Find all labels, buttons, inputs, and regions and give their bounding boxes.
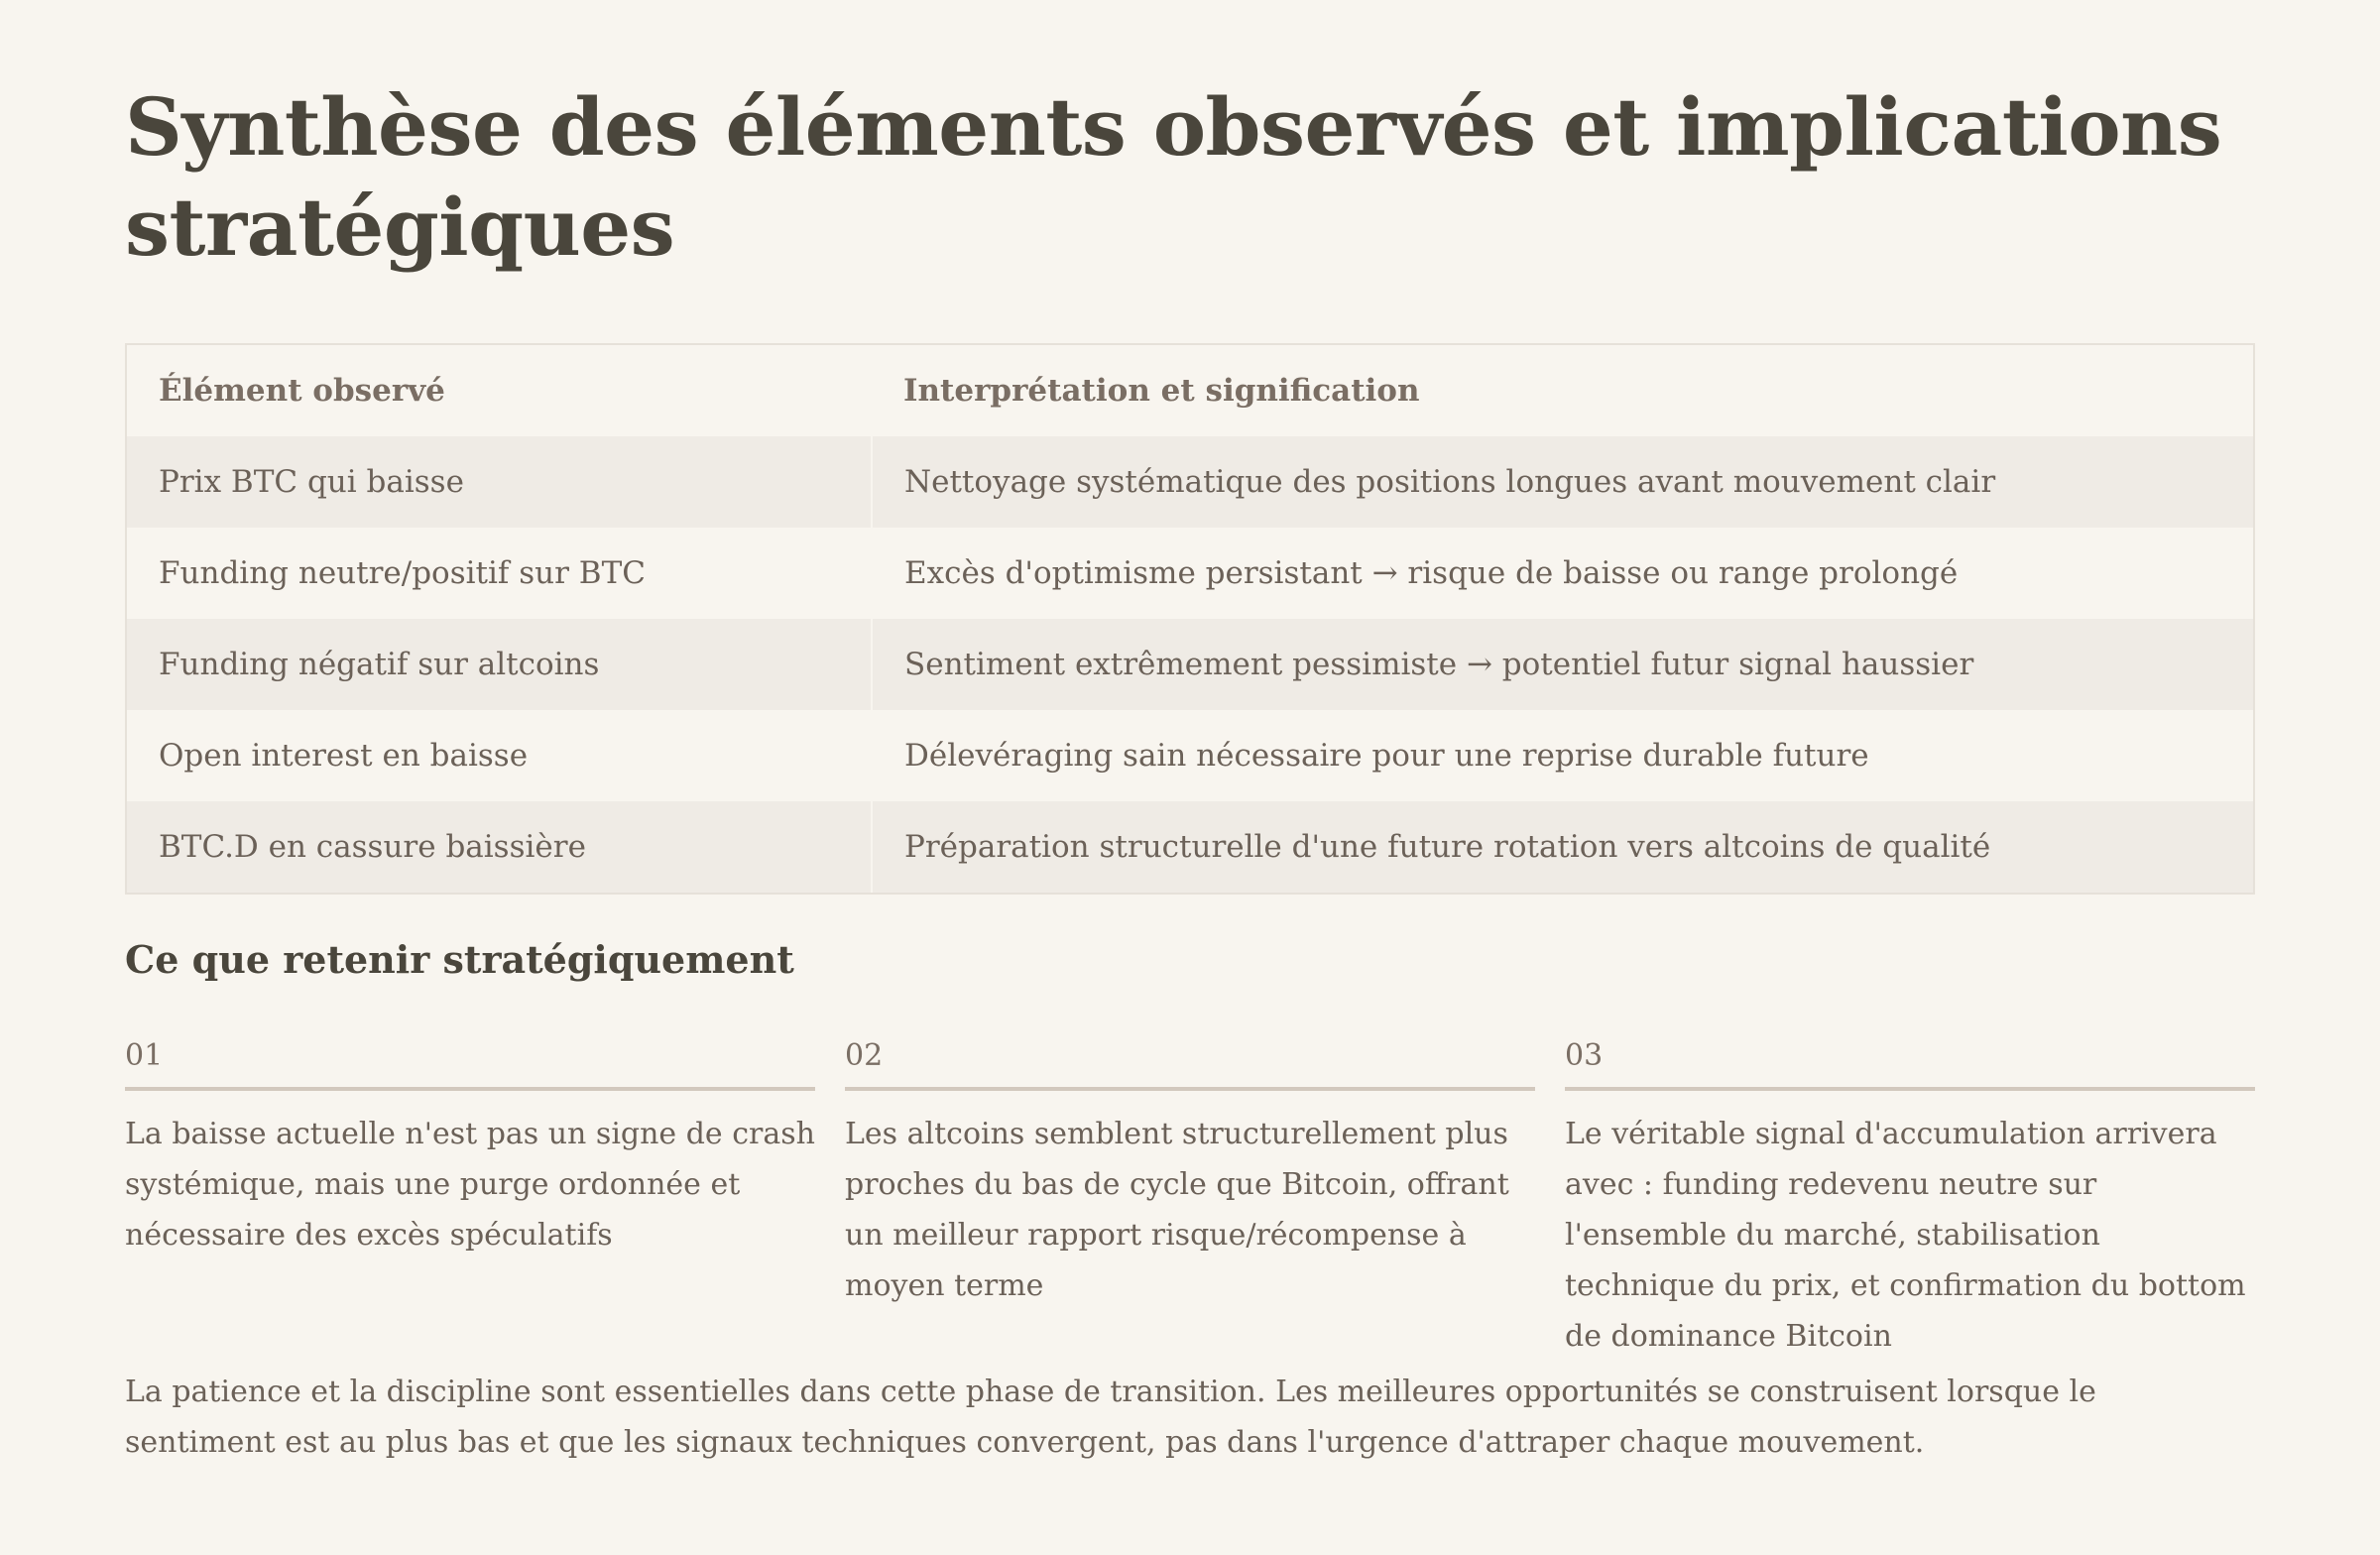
cell-interpretation: Excès d'optimisme persistant → risque de baisse ou range prolongé xyxy=(872,528,2253,619)
table-row xyxy=(127,619,2253,710)
point-text: Les altcoins semblent structurellement plus proches du bas de cycle que Bitcoin, offrant un meilleur rapport risque/récompense à moyen terme xyxy=(845,1117,1509,1303)
strategy-point xyxy=(125,1031,815,1362)
column-header-element: Élément observé xyxy=(127,345,872,436)
strategy-point xyxy=(845,1031,1535,1362)
strategy-heading: Ce que retenir stratégiquement xyxy=(125,937,794,982)
cell-element: BTC.D en cassure baissière xyxy=(127,801,872,893)
point-text: Le véritable signal d'accumulation arrivera avec : funding redevenu neutre sur l'ensemble du marché, stabilisation technique du prix, et confirmation du bottom de dominance Bitcoin xyxy=(1565,1117,2246,1354)
strategy-points xyxy=(125,1031,2255,1362)
synthesis-table-container xyxy=(125,343,2255,895)
table-header-row xyxy=(127,345,2253,436)
cell-interpretation: Nettoyage systématique des positions longues avant mouvement clair xyxy=(872,436,2253,528)
cell-element: Funding négatif sur altcoins xyxy=(127,619,872,710)
cell-element: Open interest en baisse xyxy=(127,710,872,801)
cell-element: Prix BTC qui baisse xyxy=(127,436,872,528)
point-text: La baisse actuelle n'est pas un signe de crash systémique, mais une purge ordonnée et nécessaire des excès spéculatifs xyxy=(125,1117,815,1253)
synthesis-table xyxy=(127,345,2253,893)
strategy-point xyxy=(1565,1031,2255,1362)
cell-element: Funding neutre/positif sur BTC xyxy=(127,528,872,619)
table-row xyxy=(127,801,2253,893)
table-row xyxy=(127,436,2253,528)
point-number: 03 xyxy=(1565,1031,2255,1091)
column-header-interpretation: Interprétation et signification xyxy=(872,345,2253,436)
conclusion-paragraph: La patience et la discipline sont essentielles dans cette phase de transition. Les meilleures opportunités se construisent lorsque le sentiment est au plus bas et que les signaux techniques convergent, pas dans l'urgence d'attraper chaque mouvement. xyxy=(125,1375,2096,1460)
point-number: 01 xyxy=(125,1031,815,1091)
page-title: Synthèse des éléments observés et implications stratégiques xyxy=(125,80,2222,274)
cell-interpretation: Sentiment extrêmement pessimiste → potentiel futur signal haussier xyxy=(872,619,2253,710)
table-row xyxy=(127,710,2253,801)
table-row xyxy=(127,528,2253,619)
cell-interpretation: Préparation structurelle d'une future rotation vers altcoins de qualité xyxy=(872,801,2253,893)
cell-interpretation: Délevéraging sain nécessaire pour une reprise durable future xyxy=(872,710,2253,801)
point-number: 02 xyxy=(845,1031,1535,1091)
